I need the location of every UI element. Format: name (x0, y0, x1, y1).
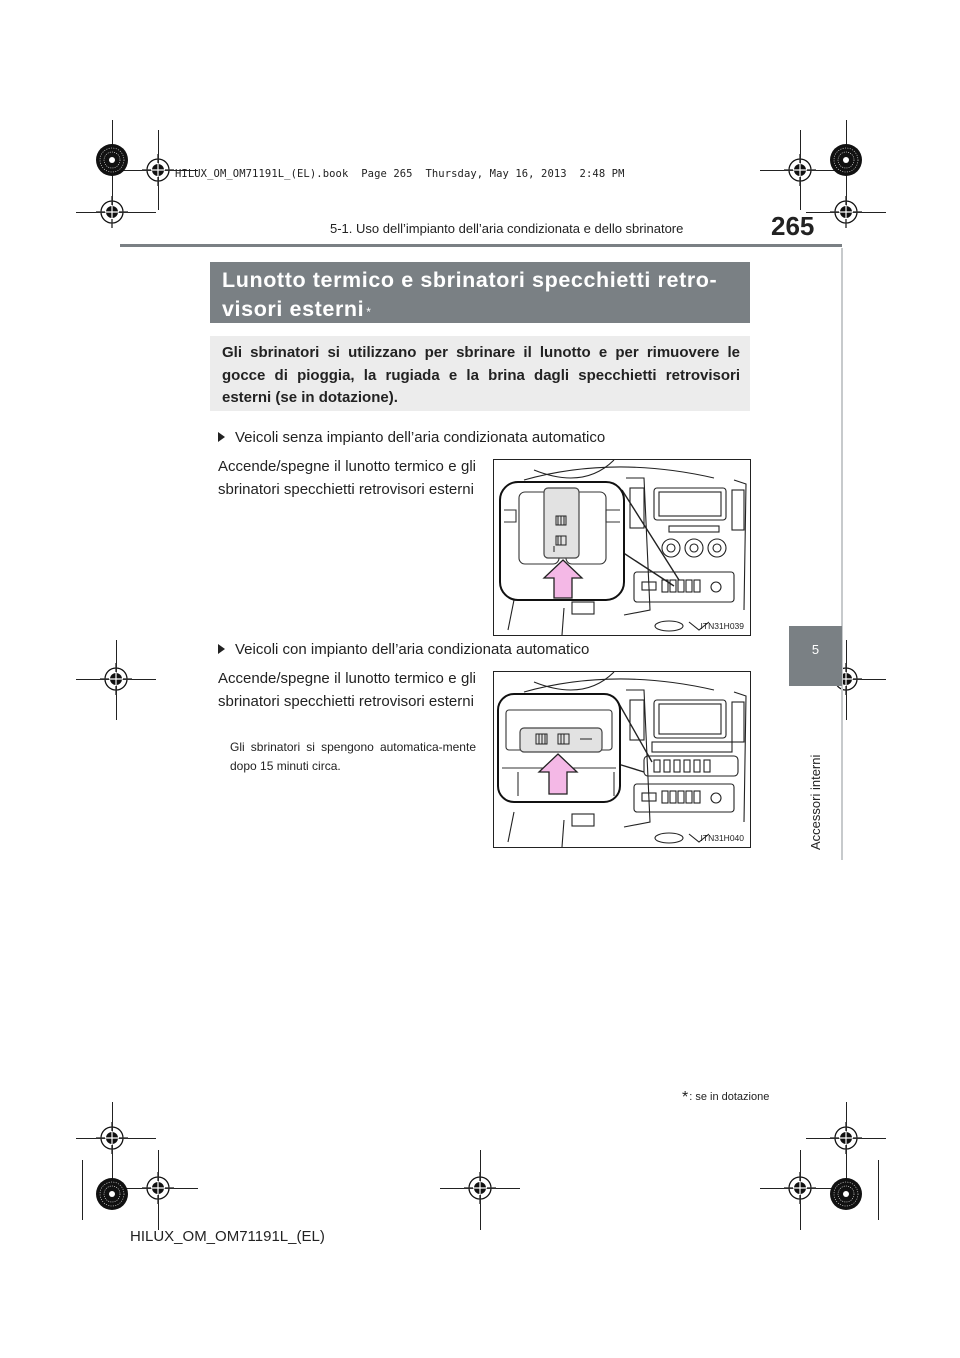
print-info: HILUX_OM_OM71191L_(EL).book Page 265 Thursday, May 16, 2013 2:48 PM (175, 168, 625, 180)
figure-manual-ac (493, 459, 751, 636)
section-title-line1: Lunotto termico e sbrinatori specchietti retro- (222, 268, 718, 292)
figure-auto-ac (493, 671, 751, 848)
figure-2-code: ITN31H040 (700, 833, 744, 843)
optional-marker: * (366, 305, 372, 319)
triangle-bullet-icon (218, 432, 225, 442)
section-2-note: Gli sbrinatori si spengono automatica-mente dopo 15 minuti circa. (230, 740, 476, 773)
footer-code: HILUX_OM_OM71191L_(EL) (130, 1228, 325, 1245)
side-rule (841, 248, 843, 860)
triangle-bullet-icon (218, 644, 225, 654)
dashboard-illustration-2 (494, 672, 750, 847)
page-number: 265 (771, 211, 815, 241)
chapter-number: 5 (811, 642, 820, 657)
section-title (210, 262, 750, 323)
figure-1-code: ITN31H039 (700, 621, 744, 631)
section-heading-1 (218, 429, 605, 446)
section-heading-1-text: Veicoli senza impianto dell’aria condizionata automatico (235, 429, 606, 446)
intro-box: Gli sbrinatori si utilizzano per sbrinare il lunotto e per rimuovere le gocce di pioggia, la rugiada e la brina dagli specchietti retrovisori esterni (se in dotazione). (210, 336, 750, 411)
section-heading-2 (218, 641, 589, 658)
section-1-text: Accende/spegne il lunotto termico e gli sbrinatori specchietti retrovisori esterni (218, 458, 476, 498)
dashboard-illustration-1 (494, 460, 750, 635)
chapter-label: Accessori interni (808, 754, 823, 850)
section-heading-2-text: Veicoli con impianto dell’aria condizionata automatico (235, 641, 590, 658)
section-2-text: Accende/spegne il lunotto termico e gli sbrinatori specchietti retrovisori esterni (218, 670, 476, 710)
header-rule (120, 244, 842, 247)
footnote-text: : se in dotazione (689, 1091, 770, 1103)
footnote (682, 1087, 769, 1105)
running-header: 5-1. Uso dell’impianto dell’aria condizionata e dello sbrinatore (330, 221, 684, 236)
section-title-line2: visori esterni (222, 297, 365, 321)
asterisk-icon: * (682, 1089, 689, 1106)
